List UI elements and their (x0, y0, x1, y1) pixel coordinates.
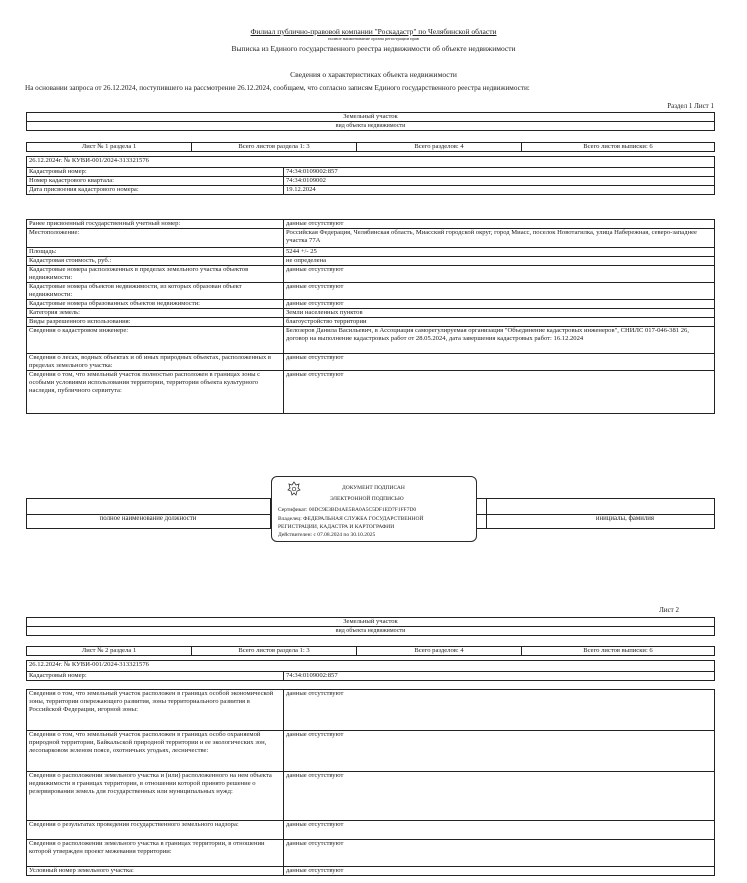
table-row (27, 300, 715, 309)
object-type-caption: вид объекта недвижимости (27, 627, 715, 636)
table-row (27, 266, 715, 283)
object-type-caption: вид объекта недвижимости (27, 122, 715, 131)
table-row (27, 309, 715, 318)
stamp-cert: Сертификат: 00DC9E3BD4AE5BA0A5C5DF1ED7F1FF7D0 (278, 507, 417, 513)
table-row (27, 821, 715, 840)
row-value: данные отсутствуют (284, 731, 715, 772)
table-row (27, 186, 715, 195)
row-value: 5244 +/- 25 (284, 248, 715, 257)
sheet1-head-table (26, 112, 715, 131)
total-sheets: Всего листов выписки: 6 (522, 647, 715, 656)
sheet1-info-row (26, 142, 715, 152)
object-type: Земельный участок (27, 618, 715, 627)
e-signature-stamp (271, 476, 477, 542)
sheet1-section-label: Раздел 1 Лист 1 (667, 102, 714, 110)
row-label: Площадь: (27, 248, 284, 257)
row-value: 19.12.2024 (284, 186, 715, 195)
table-row (27, 690, 715, 731)
row-label: Сведения о расположении земельного участка и (или) расположенного на нем объекта недвижимости в границах территории, в отношении которой принято решение о резервировании земель для государственных или муниципальных нужд: (27, 772, 284, 821)
sheet-number: Лист № 2 раздела 1 (27, 647, 192, 656)
row-value: данные отсутствуют (284, 371, 715, 414)
table-row (27, 229, 715, 248)
row-label: Номер кадастрового квартала: (27, 177, 284, 186)
table-row (27, 283, 715, 300)
row-value: благоустройство территории (284, 318, 715, 327)
document-number: 26.12.2024г. № КУВИ-001/2024-313321576 (27, 661, 715, 672)
row-value: Земли населенных пунктов (284, 309, 715, 318)
sheet2-section-label: Лист 2 (659, 606, 679, 614)
total-section-sheets: Всего листов раздела 1: 3 (192, 647, 357, 656)
sheet-number: Лист № 1 раздела 1 (27, 143, 192, 152)
row-value: данные отсутствуют (284, 840, 715, 867)
stamp-line1: ДОКУМЕНТ ПОДПИСАН (342, 485, 405, 491)
row-label: Сведения о лесах, водных объектах и об иных природных объектах, расположенных в пределах земельного участка: (27, 354, 284, 371)
row-label: Сведения о расположении земельного участка в границах территории, в отношении которой утвержден проект межевания территории: (27, 840, 284, 867)
row-label: Категория земель: (27, 309, 284, 318)
row-label: Сведения о результатах проведения государственного земельного надзора: (27, 821, 284, 840)
row-value: 74:34:0109002:857 (284, 672, 715, 681)
row-label: Сведения о том, что земельный участок полностью расположен в границах зоны с особыми условиями использования территории, территории объекта культурного наследия, публичного сервитута: (27, 371, 284, 414)
row-label: Кадастровая стоимость, руб.: (27, 257, 284, 266)
stamp-owner2: РЕГИСТРАЦИИ, КАДАСТРА И КАРТОГРАФИИ (278, 524, 395, 530)
row-value: данные отсутствуют (284, 867, 715, 876)
table-row (27, 867, 715, 876)
extract-title: Выписка из Единого государственного реестра недвижимости об объекте недвижимости (231, 44, 516, 53)
row-label: Условный номер земельного участка: (27, 867, 284, 876)
row-label: Кадастровый номер: (27, 168, 284, 177)
row-value: данные отсутствуют (284, 690, 715, 731)
table-row (27, 672, 715, 681)
row-value: данные отсутствуют (284, 220, 715, 229)
sheet2-info-row (26, 646, 715, 656)
table-row (27, 257, 715, 266)
stamp-owner: Владелец: ФЕДЕРАЛЬНАЯ СЛУЖБА ГОСУДАРСТВЕННОЙ (278, 516, 424, 522)
row-value: данные отсутствуют (284, 266, 715, 283)
row-label: Кадастровые номера образованных объектов недвижимости: (27, 300, 284, 309)
total-sections: Всего разделов: 4 (357, 647, 522, 656)
object-type: Земельный участок (27, 113, 715, 122)
row-value: данные отсутствуют (284, 772, 715, 821)
name-caption: инициалы, фамилия (595, 515, 654, 522)
table-row (27, 248, 715, 257)
table-row (27, 772, 715, 821)
row-value: 74:34:0109002:857 (284, 168, 715, 177)
total-section-sheets: Всего листов раздела 1: 3 (192, 143, 357, 152)
row-value: Белозеров Данила Васильевич, в Ассоциация саморегулируемая организация "Объединение кадастровых инженеров", СНИЛС 017-046-381 26, договор на выполнение кадастровых работ от 28.05.2024, дата завершения кадастровых работ: 16.12.2024 (284, 327, 715, 354)
stamp-line2: ЭЛЕКТРОННОЙ ПОДПИСЬЮ (330, 496, 404, 502)
row-label: Местоположение: (27, 229, 284, 248)
table-row (27, 731, 715, 772)
row-label: Сведения о кадастровом инженере: (27, 327, 284, 354)
total-sheets: Всего листов выписки: 6 (522, 143, 715, 152)
divider (26, 498, 27, 528)
table-row (27, 318, 715, 327)
row-label: Дата присвоения кадастрового номера: (27, 186, 284, 195)
table-row (27, 371, 715, 414)
table-row (27, 354, 715, 371)
section-title: Сведения о характеристиках объекта недвижимости (290, 70, 457, 79)
stamp-validity: Действителен: с 07.08.2024 по 30.10.2025 (278, 532, 376, 538)
total-sections: Всего разделов: 4 (357, 143, 522, 152)
row-value: Российская Федерация, Челябинская область, Миасский городской округ, город Миасс, поселок Новотагилка, улица Набережная, северо-западнее участка 77А (284, 229, 715, 248)
row-label: Сведения о том, что земельный участок расположен в границах особо охраняемой природной территории, Байкальской природной территории и ее экологических зон, лесопарковом зеленом поясе, охотничьих угодьях, лесничестве: (27, 731, 284, 772)
row-value: данные отсутствуют (284, 283, 715, 300)
sheet1-details-table (26, 219, 715, 414)
table-row (27, 327, 715, 354)
table-row (27, 177, 715, 186)
table-row (27, 220, 715, 229)
row-value: 74:34:0109002 (284, 177, 715, 186)
row-value: не определена (284, 257, 715, 266)
row-label: Ранее присвоенный государственный учетный номер: (27, 220, 284, 229)
row-label: Виды разрешенного использования: (27, 318, 284, 327)
row-label: Кадастровый номер: (27, 672, 284, 681)
sheet2-ids-table (26, 660, 715, 681)
org-name: Филиал публично-правовой компании "Роскадастр" по Челябинской области (250, 27, 497, 36)
sheet2-head-table (26, 617, 715, 636)
divider (486, 498, 487, 528)
position-caption: полное наименование должности (99, 515, 197, 522)
sheet2-details-table (26, 689, 715, 876)
divider (714, 498, 715, 528)
table-row (27, 168, 715, 177)
request-text: На основании запроса от 26.12.2024, поступившего на рассмотрение 26.12.2024, сообщаем, что согласно записям Единого государственного реестра недвижимости: (25, 84, 530, 92)
document-number: 26.12.2024г. № КУВИ-001/2024-313321576 (27, 157, 715, 168)
table-row (27, 840, 715, 867)
row-value: данные отсутствуют (284, 300, 715, 309)
sheet1-ids-table (26, 156, 715, 195)
row-value: данные отсутствуют (284, 821, 715, 840)
row-label: Кадастровые номера расположенных в пределах земельного участка объектов недвижимости: (27, 266, 284, 283)
row-label: Кадастровые номера объектов недвижимости, из которых образован объект недвижимости: (27, 283, 284, 300)
row-value: данные отсутствуют (284, 354, 715, 371)
org-caption: полное наименование органа регистрации прав (328, 36, 419, 41)
coat-of-arms-icon (286, 481, 302, 497)
row-label: Сведения о том, что земельный участок расположен в границах особой экономической зоны, территории опережающего развития, зоны территориального развития в Российской Федерации, игорной зоны: (27, 690, 284, 731)
